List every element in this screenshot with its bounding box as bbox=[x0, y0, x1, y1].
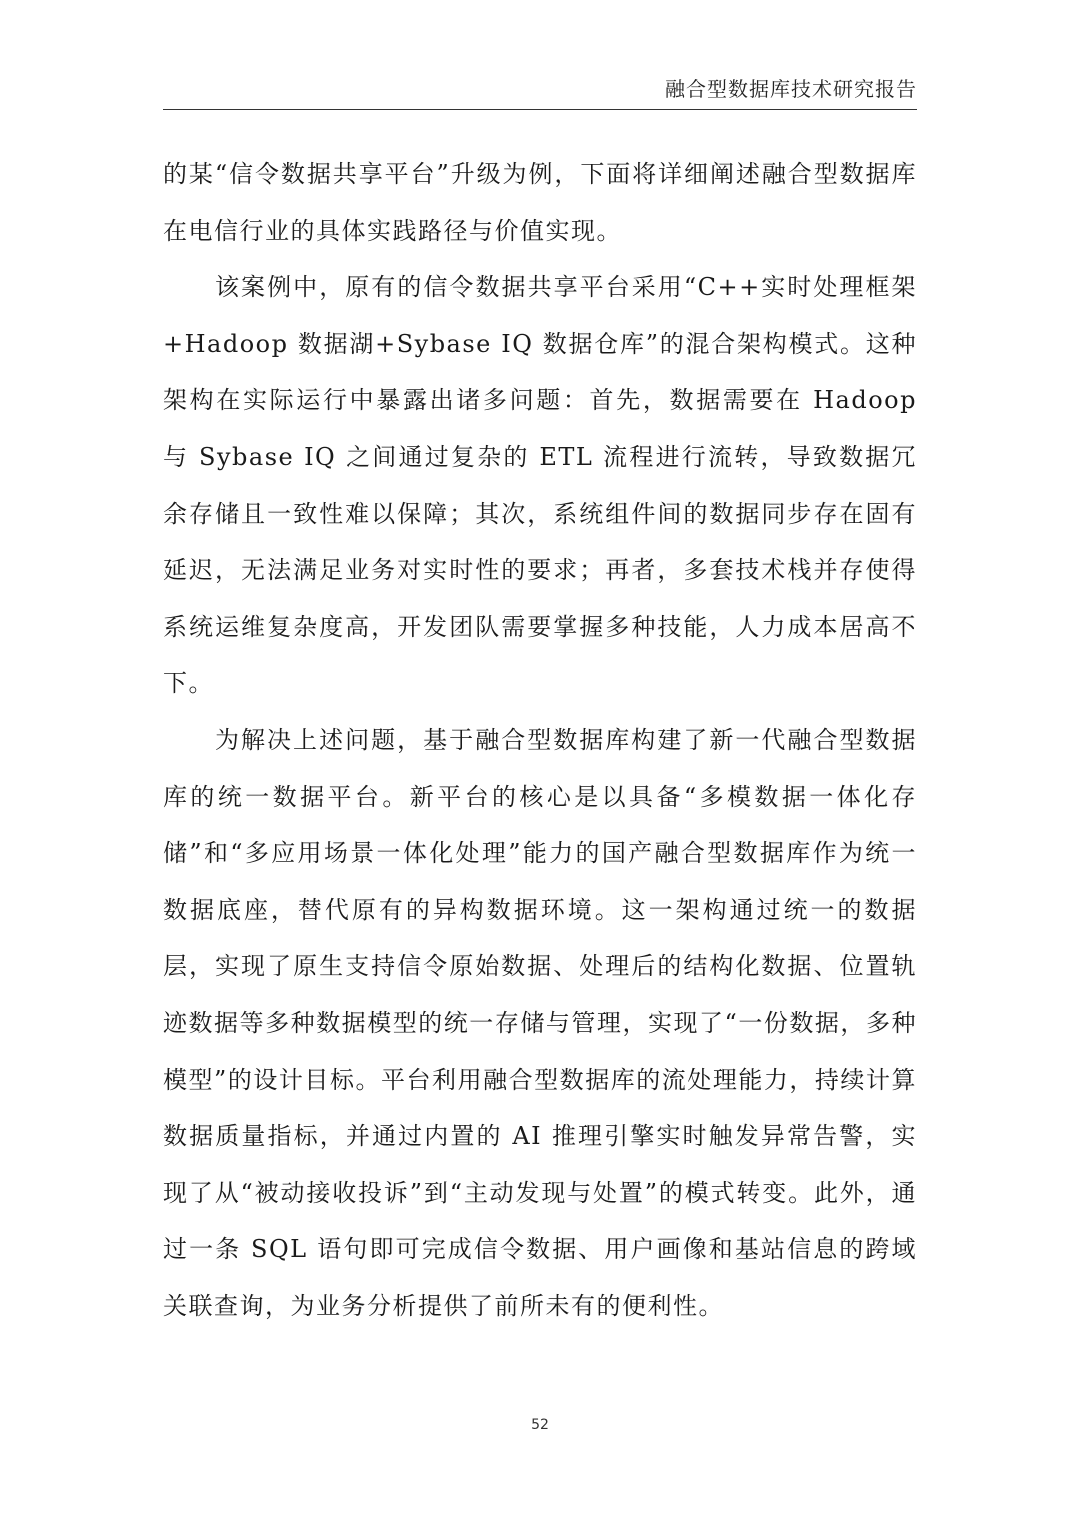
paragraph-case-problems: 该案例中，原有的信令数据共享平台采用“C++实时处理框架+Hadoop 数据湖+Sybase IQ 数据仓库”的混合架构模式。这种架构在实际运行中暴露出诸多问题：首先，数据需要在 Hadoop 与 Sybase IQ 之间通过复杂的 ETL 流程进行流转，导致数据冗余存储且一致性难以保障；其次，系统组件间的数据同步存在固有延迟，无法满足业务对实时性的要求；再者，多套技术栈并存使得系统运维复杂度高，开发团队需要掌握多种技能，人力成本居高不下。 bbox=[163, 273, 917, 698]
paragraph-solution: 为解决上述问题，基于融合型数据库构建了新一代融合型数据库的统一数据平台。新平台的核心是以具备“多模数据一体化存储”和“多应用场景一体化处理”能力的国产融合型数据库作为统一数据底座，替代原有的异构数据环境。这一架构通过统一的数据层，实现了原生支持信令原始数据、处理后的结构化数据、位置轨迹数据等多种数据模型的统一存储与管理，实现了“一份数据，多种模型”的设计目标。平台利用融合型数据库的流处理能力，持续计算数据质量指标，并通过内置的 AI 推理引擎实时触发异常告警，实现了从“被动接收投诉”到“主动发现与处置”的模式转变。此外，通过一条 SQL 语句即可完成信令数据、用户画像和基站信息的跨域关联查询，为业务分析提供了前所未有的便利性。 bbox=[163, 725, 917, 1320]
page-number: 52 bbox=[531, 1417, 549, 1433]
report-title: 融合型数据库技术研究报告 bbox=[665, 77, 917, 101]
body-text bbox=[163, 146, 917, 1334]
running-header bbox=[163, 76, 917, 110]
paragraph-continuation: 的某“信令数据共享平台”升级为例，下面将详细阐述融合型数据库在电信行业的具体实践路径与价值实现。 bbox=[163, 160, 917, 245]
